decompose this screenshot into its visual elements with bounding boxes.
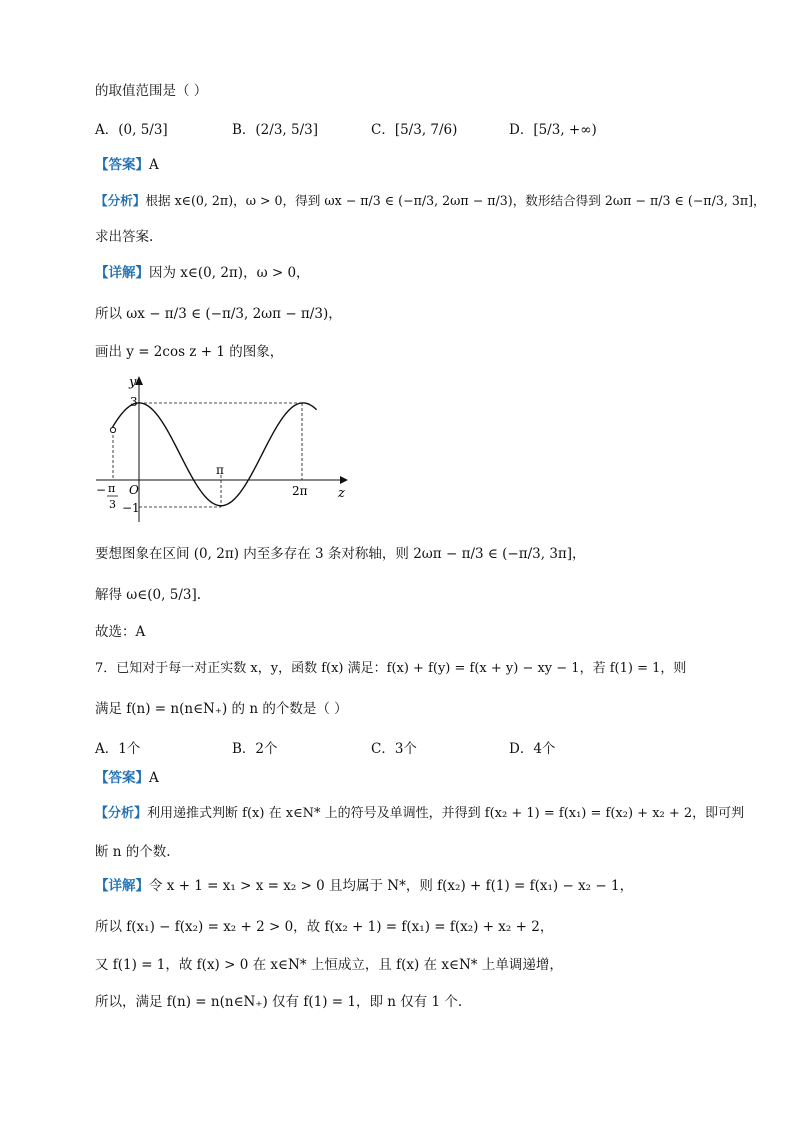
q6-option-d: D．[5/3, +∞) — [509, 122, 597, 138]
q7-option-d: D．4个 — [509, 741, 556, 757]
q7-option-b: B．2个 — [232, 741, 278, 757]
answer-tag: 【答案】 — [95, 157, 149, 173]
q6-option-b: B．(2/3, 5/3] — [232, 122, 318, 138]
detail-tag: 【详解】 — [95, 265, 149, 281]
detail-tag: 【详解】 — [95, 878, 149, 894]
analysis-tag: 【分析】 — [95, 806, 148, 821]
q6-option-a: A．(0, 5/3] — [95, 122, 168, 138]
q6-analysis — [95, 192, 766, 210]
analysis-text: 利用递推式判断 f(x) 在 x∈N* 上的符号及单调性，并得到 f(x₂ + 1) = f(x₁) = f(x₂) + x₂ + 2，即可判 — [147, 806, 745, 821]
analysis-text: 根据 x∈(0, 2π)，ω > 0，得到 ωx − π/3 ∈ (−π/3, 2ωπ − π/3)，数形结合得到 2ωπ − π/3 ∈ (−π/3, 3π]， — [145, 193, 766, 208]
q6-conclusion: 故选：A — [95, 624, 146, 640]
q6-detail-line4: 要想图象在区间 (0, 2π) 内至多存在 3 条对称轴，则 2ωπ − π/3 ∈ (−π/3, 3π]， — [95, 546, 586, 562]
detail-text: 令 x + 1 = x₁ > x = x₂ > 0 且均属于 N*，则 f(x₂) + f(1) = f(x₁) − x₂ − 1， — [149, 878, 634, 894]
z-axis-arrow-icon — [340, 476, 348, 484]
q6-answer — [95, 156, 159, 174]
q7-analysis — [95, 805, 744, 823]
tick-2pi: 2π — [292, 484, 308, 498]
answer-value: A — [149, 157, 159, 173]
tick-pi: π — [216, 463, 224, 477]
y-tick-3: 3 — [130, 395, 138, 409]
tick-neg-num: π — [108, 482, 116, 495]
origin-label: O — [129, 483, 139, 497]
answer-tag: 【答案】 — [95, 770, 149, 786]
q7-answer — [95, 769, 159, 787]
open-endpoint — [110, 427, 115, 432]
q7-detail-line2: 所以 f(x₁) − f(x₂) = x₂ + 2 > 0，故 f(x₂ + 1) = f(x₁) = f(x₂) + x₂ + 2， — [95, 919, 554, 935]
detail-text: 因为 x∈(0, 2π)，ω > 0， — [149, 265, 310, 281]
q6-stem-tail: 的取值范围是（ ） — [95, 83, 208, 99]
q7-stem-line1: 7．已知对于每一对正实数 x，y，函数 f(x) 满足：f(x) + f(y) = f(x + y) − xy − 1，若 f(1) = 1，则 — [95, 661, 687, 676]
q6-detail-line3: 画出 y = 2cos z + 1 的图象， — [95, 344, 284, 360]
tick-neg-den: 3 — [109, 498, 116, 511]
q7-stem-line2: 满足 f(n) = n(n∈N₊) 的 n 的个数是（ ） — [95, 701, 348, 717]
z-axis-label: z — [338, 486, 345, 501]
q7-detail — [95, 877, 633, 895]
y-axis-label: y — [129, 375, 137, 390]
q7-option-c: C．3个 — [371, 741, 417, 757]
cosine-curve — [112, 403, 317, 506]
q6-option-c: C．[5/3, 7/6) — [371, 122, 458, 138]
q7-analysis-line2: 断 n 的个数. — [95, 844, 171, 860]
q7-option-a: A．1个 — [95, 741, 141, 757]
cosine-graph — [92, 368, 362, 528]
y-tick-neg1: −1 — [122, 501, 140, 515]
answer-value: A — [149, 770, 159, 786]
q7-detail-line3: 又 f(1) = 1，故 f(x) > 0 在 x∈N* 上恒成立，且 f(x) 在 x∈N* 上单调递增， — [95, 957, 563, 973]
q6-analysis-line2: 求出答案. — [95, 229, 154, 245]
tick-neg-sign: − — [96, 483, 107, 497]
q7-detail-line4: 所以，满足 f(n) = n(n∈N₊) 仅有 f(1) = 1，即 n 仅有 1 个. — [95, 994, 463, 1010]
q6-detail-line5: 解得 ω∈(0, 5/3]. — [95, 587, 202, 603]
q6-detail-line2: 所以 ωx − π/3 ∈ (−π/3, 2ωπ − π/3)， — [95, 306, 342, 322]
q6-detail — [95, 264, 310, 282]
analysis-tag: 【分析】 — [95, 193, 146, 208]
